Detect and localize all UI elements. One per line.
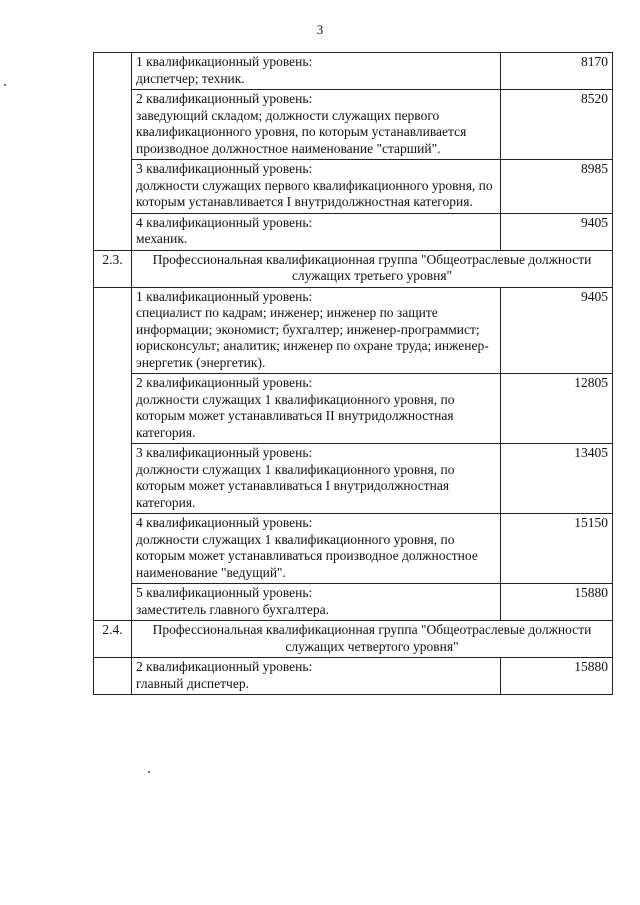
salary-table: [93, 52, 613, 695]
salary-value: 8985: [501, 160, 613, 214]
level-description: должности служащих 1 квалификационного уровня, по которым может устанавливаться I внутридолжностная категория.: [136, 461, 455, 510]
level-cell: [132, 160, 501, 214]
table-row: [94, 584, 613, 621]
salary-value: 13405: [501, 444, 613, 514]
scan-speck: [148, 771, 150, 773]
salary-value: 15880: [501, 584, 613, 621]
level-cell: [132, 444, 501, 514]
level-cell: [132, 658, 501, 695]
table-row: [94, 213, 613, 250]
salary-value: 15150: [501, 514, 613, 584]
level-description: должности служащих 1 квалификационного уровня, по которым может устанавливаться II внутридолжностная категория.: [136, 391, 455, 440]
group-title: Профессиональная квалификационная группа "Общеотраслевые должности служащих третьего уровня": [132, 250, 613, 287]
row-number-cell: [94, 53, 132, 251]
level-title: 1 квалификационный уровень:: [136, 288, 313, 304]
level-cell: [132, 584, 501, 621]
level-cell: [132, 287, 501, 374]
level-title: 1 квалификационный уровень:: [136, 54, 313, 69]
level-description: должности служащих первого квалификационного уровня, по которым устанавливается I внутридолжностная категория.: [136, 177, 493, 209]
scan-speck: [4, 84, 6, 86]
group-number: 2.3.: [94, 250, 132, 287]
salary-value: 9405: [501, 287, 613, 374]
group-number: 2.4.: [94, 621, 132, 658]
level-title: 2 квалификационный уровень:: [136, 659, 313, 674]
level-title: 2 квалификационный уровень:: [136, 91, 313, 106]
row-number-cell: [94, 658, 132, 695]
table-row: [94, 514, 613, 584]
row-number-cell: [94, 287, 132, 621]
salary-value: 8170: [501, 53, 613, 90]
level-cell: [132, 90, 501, 160]
level-description: механик.: [136, 231, 188, 246]
group-header-row: [94, 621, 613, 658]
table-row: [94, 287, 613, 374]
level-title: 4 квалификационный уровень:: [136, 214, 313, 230]
table-row: [94, 160, 613, 214]
level-cell: [132, 53, 501, 90]
table-row: [94, 374, 613, 444]
salary-value: 8520: [501, 90, 613, 160]
level-title: 5 квалификационный уровень:: [136, 585, 313, 600]
level-cell: [132, 514, 501, 584]
table-row: [94, 444, 613, 514]
page-number: 3: [316, 22, 324, 37]
level-description: заведующий складом; должности служащих первого квалификационного уровня, по которым устанавливается производное должностное наименование "старший".: [136, 107, 467, 156]
table-row: [94, 90, 613, 160]
level-description: диспетчер; техник.: [136, 70, 245, 86]
level-description: заместитель главного бухгалтера.: [136, 601, 329, 617]
salary-value: 9405: [501, 213, 613, 250]
level-title: 2 квалификационный уровень:: [136, 375, 313, 390]
level-description: должности служащих 1 квалификационного уровня, по которым может устанавливаться производное должностное наименование "ведущий".: [136, 531, 478, 580]
level-cell: [132, 374, 501, 444]
level-title: 4 квалификационный уровень:: [136, 515, 313, 530]
group-header-row: [94, 250, 613, 287]
group-title: Профессиональная квалификационная группа "Общеотраслевые должности служащих четвертого уровня": [132, 621, 613, 658]
level-title: 3 квалификационный уровень:: [136, 161, 313, 176]
salary-value: 12805: [501, 374, 613, 444]
table-row: [94, 53, 613, 90]
table-row: [94, 658, 613, 695]
level-description: главный диспетчер.: [136, 675, 249, 691]
level-title: 3 квалификационный уровень:: [136, 445, 313, 460]
salary-value: 15880: [501, 658, 613, 695]
level-description: специалист по кадрам; инженер; инженер по защите информации; экономист; бухгалтер; инженер-программист; юрисконсульт; аналитик; инженер по охране труда; инженер-энергетик (энергетик).: [136, 305, 489, 370]
level-cell: [132, 213, 501, 250]
